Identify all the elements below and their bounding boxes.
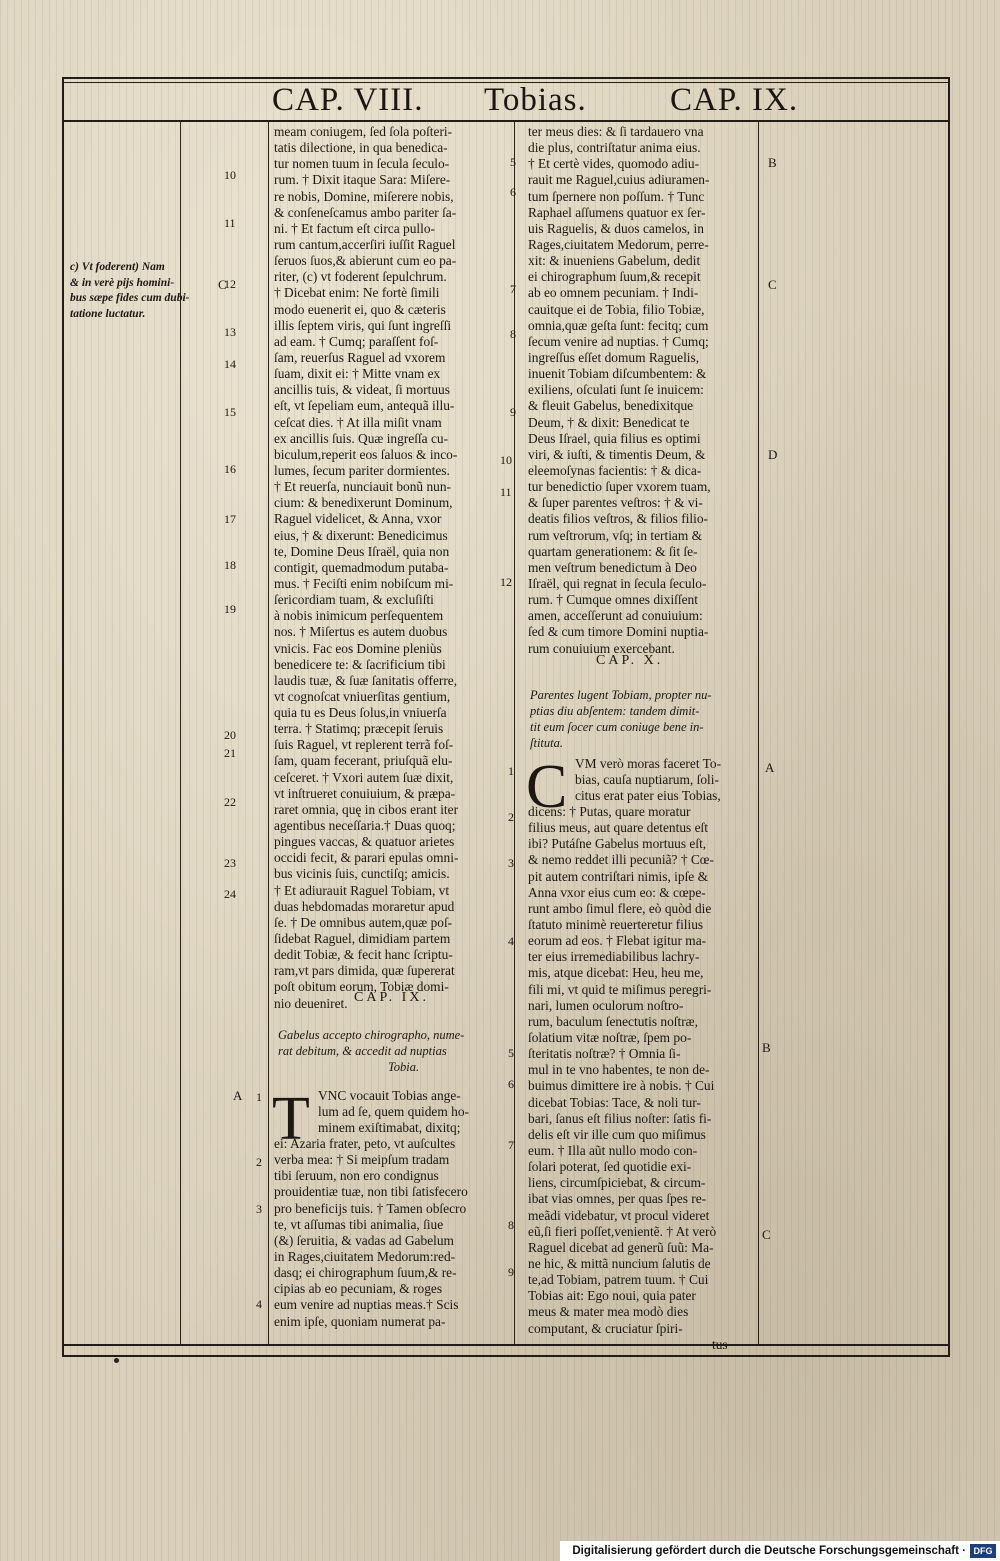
- text-line: liens, circumſpiciebat, & circum-: [528, 1175, 706, 1191]
- text-line: inuenit Tobiam diſcumbentem: &: [528, 366, 707, 382]
- text-line: ſe. † De omnibus autem,quæ poſ-: [274, 914, 453, 930]
- running-header: [66, 80, 946, 120]
- text-line: rauit me Raguel,cuius adiuramen-: [528, 172, 710, 188]
- text-line: laudis tuæ, & ſuæ ſanitatis offerre,: [274, 672, 458, 688]
- margin-letter: A: [765, 760, 775, 775]
- right-column-text: [528, 124, 711, 657]
- verse-number: 7: [508, 1138, 514, 1152]
- left-column-tail: [274, 1136, 468, 1330]
- verse-number: 17: [224, 512, 236, 526]
- text-line: cium: & benedixerunt Dominum,: [274, 495, 453, 511]
- verse-number: 4: [508, 934, 514, 948]
- text-line: lum ad ſe, quem quidem ho-: [318, 1104, 469, 1120]
- text-line: minem exiſtimabat, dixitq;: [318, 1120, 461, 1136]
- frame-rule-top: [62, 77, 950, 79]
- margin-note-line: bus sæpe fides cum dubi-: [70, 292, 190, 304]
- digitization-footer: [560, 1541, 1000, 1561]
- verse-number: 2: [256, 1155, 262, 1169]
- text-line: cipias ab eo pecuniam, & roges: [274, 1281, 443, 1297]
- text-line: pingues vaccas, & quatuor arietes: [274, 834, 455, 850]
- summary-line: rat debitum, & accedit ad nuptias: [278, 1044, 447, 1059]
- verse-number: 19: [224, 602, 236, 616]
- text-line: poſt obitum eorum, Tobiæ domi-: [274, 979, 449, 995]
- verse-number: 8: [508, 1218, 514, 1232]
- margin-note-line: tatione luctatur.: [70, 307, 146, 320]
- text-line: † Dicebat enim: Ne fortè ſimili: [274, 285, 440, 301]
- right-column-tail: [528, 804, 728, 1353]
- text-line: & nemo reddet illi pecuniã? † Cœ-: [528, 852, 714, 868]
- text-line: VNC vocauit Tobias ange-: [318, 1088, 461, 1103]
- margin-letter: B: [762, 1040, 771, 1055]
- chapter-heading-ix: CAP. IX.: [354, 990, 429, 1005]
- text-line: runt ambo ſimul flere, eò quòd die: [528, 900, 712, 916]
- text-line: exiliens, oſculati ſunt ſe inuicem:: [528, 382, 704, 398]
- chapter-x-summary: [530, 687, 712, 752]
- verse-number: 10: [224, 168, 236, 182]
- text-line: computant, & cruciatur ſpiri-: [528, 1320, 683, 1336]
- text-line: ni. † Et factum eſt circa pullo-: [274, 220, 436, 236]
- summary-line: tit eum ſocer cum coniuge bene in-: [530, 720, 704, 735]
- text-line: cauitque ei de Tobia, filio Tobiæ,: [528, 301, 705, 317]
- text-line: dicebat Tobias: Tace, & noli tur-: [528, 1094, 701, 1110]
- text-line: † Et certè vides, quomodo adiu-: [528, 156, 700, 172]
- text-line: ter eius irremediabilibus lachry-: [528, 949, 700, 965]
- text-line: te, Domine Deus Iſraël, quia non: [274, 543, 450, 559]
- margin-note: [70, 260, 189, 322]
- verse-number: 3: [256, 1202, 262, 1216]
- margin-note-line: & in verè pijs homini-: [70, 276, 175, 289]
- text-line: eũ,ſi fieri poſſet,venientẽ. † At verò: [528, 1223, 717, 1239]
- text-line: fili mi, vt quid te miſimus peregri-: [528, 981, 712, 997]
- text-line: ibat vias omnes, per quas ſpes re-: [528, 1191, 707, 1207]
- text-line: ſed & cum timore Domini nuptia-: [528, 624, 709, 640]
- verse-number: 7: [510, 282, 516, 296]
- text-line: ſecum venire ad nuptias. † Cumq;: [528, 333, 709, 349]
- footer-credit: Digitalisierung gefördert durch die Deutsche Forschungsgemeinschaft ·: [572, 1545, 966, 1557]
- text-line: mus. † Feciſti enim nobiſcum mi-: [274, 575, 454, 591]
- text-line: Iſraël, qui regnat in ſecula ſeculo-: [528, 575, 707, 591]
- text-line: nos. † Miſertus es autem duobus: [274, 624, 448, 640]
- frame-rule-right: [948, 77, 950, 1357]
- text-line: biculum,reperit eos ſaluos & inco-: [274, 446, 458, 462]
- text-line: rum conuiuium exercebant.: [528, 640, 675, 656]
- text-line: Anna vxor eius cum eo: & cœpe-: [528, 884, 706, 900]
- header-rule: [62, 120, 950, 122]
- verse-number: 2: [508, 810, 514, 824]
- text-line: ab eo omnem pecuniam. † Indi-: [528, 285, 699, 301]
- text-line: occidi fecit, & parari epulas omni-: [274, 850, 459, 866]
- verse-number: 11: [500, 485, 512, 499]
- text-line: modo euenerit ei, quo & cæteris: [274, 301, 446, 317]
- text-line: tum ſpernere non poſſum. † Tunc: [528, 188, 705, 204]
- verse-number: 15: [224, 405, 236, 419]
- summary-line: ptias diu abſentem: tandem dimit-: [530, 704, 700, 719]
- verse-number: 20: [224, 728, 236, 742]
- text-line: meãdi videbatur, vt procul videret: [528, 1207, 710, 1223]
- dropcap-c: C: [526, 753, 568, 821]
- frame-rule-left: [62, 77, 64, 1357]
- verse-number: 11: [224, 216, 236, 230]
- text-line: eum venire ad nuptias meas.† Scis: [274, 1297, 459, 1313]
- text-line: ad eam. † Cumq; paraſſent foſ-: [274, 333, 439, 349]
- text-line: bias, cauſa nuptiarum, ſoli-: [575, 772, 719, 788]
- text-line: & fleuit Gabelus, benedixitque: [528, 398, 694, 414]
- margin-letter: A: [233, 1088, 243, 1103]
- text-line: eum. † Illa aũt nullo modo con-: [528, 1142, 698, 1158]
- text-line: quia tu es Deus ſolus,in vniuerſa: [274, 705, 447, 721]
- text-line: mul in te vno habentes, te non de-: [528, 1062, 710, 1078]
- text-line: ei: Azaria frater, peto, vt auſcultes: [274, 1136, 456, 1151]
- text-line: filius meus, aut quare detentus eſt: [528, 820, 708, 836]
- verse-number: 23: [224, 856, 236, 870]
- verse-number: 1: [508, 764, 514, 778]
- text-line: nio deueniret.: [274, 995, 348, 1011]
- verse-number: 22: [224, 795, 236, 809]
- text-line: ſam, reuerſus Raguel ad vxorem: [274, 349, 446, 365]
- text-line: eleemoſynas facientis: † & dica-: [528, 462, 702, 478]
- text-line: xit: & inueniens Gabelum, dedit: [528, 253, 701, 269]
- verse-number: 10: [500, 453, 512, 467]
- text-line: ſeruos ſuos,& abierunt cum eo pa-: [274, 253, 457, 269]
- header-right: CAP. IX.: [670, 82, 799, 118]
- text-line: ei chirographum ſuum,& recepit: [528, 269, 701, 285]
- text-line: Raguel videlicet, & Anna, vxor: [274, 511, 442, 527]
- text-line: tur benedictio ſuper vxorem tuam,: [528, 479, 711, 495]
- text-line: ſteritatis noſtræ? † Omnia ſi-: [528, 1046, 681, 1062]
- text-line: ſtatuto minimè reuerteretur filius: [528, 916, 704, 932]
- text-line: Raphael aſſumens quatuor ex ſer-: [528, 204, 706, 220]
- text-line: tibi ſeruum, non ero condignus: [274, 1168, 439, 1184]
- text-line: terra. † Statimq; præcepit ſeruis: [274, 721, 444, 737]
- dfg-logo: DFG: [970, 1544, 996, 1558]
- text-line: eorum ad eos. † Flebat igitur ma-: [528, 933, 707, 949]
- text-line: vt inſtrueret conuiuium, & præpa-: [274, 785, 456, 801]
- right-dropcap-lines: [575, 756, 721, 804]
- text-line: † Et reuerſa, nunciauit bonũ nun-: [274, 479, 452, 495]
- verse-number: 13: [224, 325, 236, 339]
- summary-line: ſtituta.: [530, 736, 563, 751]
- text-line: ibi? Putáſne Gabelus mortuus eſt,: [528, 836, 707, 852]
- text-line: † Et adiurauit Raguel Tobiam, vt: [274, 882, 450, 898]
- text-line: Deus Iſrael, quia filius es optimi: [528, 430, 701, 446]
- summary-line: Gabelus accepto chirographo, nume-: [278, 1028, 465, 1042]
- header-title: Tobias.: [484, 82, 587, 118]
- verse-number: 8: [510, 327, 516, 341]
- left-dropcap-lines: [318, 1088, 469, 1136]
- text-line: enim ipſe, quoniam numerat pa-: [274, 1313, 446, 1329]
- text-line: die plus, contriſtatur anima eius.: [528, 140, 701, 156]
- column-rule-middle: [514, 122, 515, 1344]
- verse-number: 4: [256, 1297, 262, 1311]
- text-line: eius, † & dixerunt: Benedicimus: [274, 527, 448, 543]
- column-rule-left: [268, 122, 269, 1344]
- text-line: rum. † Cumque omnes dixiſſent: [528, 592, 698, 608]
- text-line: mis, atque dicebat: Heu, heu me,: [528, 965, 704, 981]
- left-column-text: [274, 124, 458, 1012]
- text-line: vnicis. Fac eos Domine pleniùs: [274, 640, 442, 656]
- verse-number: 18: [224, 558, 236, 572]
- verse-number: 3: [508, 856, 514, 870]
- text-line: re nobis, Domine, miſerere nobis,: [274, 188, 454, 204]
- chapter-ix-summary: [278, 1027, 464, 1075]
- text-line: & ſuper parentes veſtros: † & vi-: [528, 495, 703, 511]
- text-line: amen, acceſſerunt ad conuiuium:: [528, 608, 703, 624]
- ink-dot: [114, 1358, 119, 1363]
- text-line: dedit Tobiæ, & fecit hanc ſcriptu-: [274, 947, 453, 963]
- text-line: rum veſtrorum, vſq; in tertiam &: [528, 527, 703, 543]
- text-line: Rages,ciuitatem Medorum, perre-: [528, 236, 709, 252]
- text-line: agentibus neceſſaria.† Duas quoq;: [274, 818, 456, 834]
- text-line: tus: [712, 1336, 728, 1352]
- text-line: vt cognoſcat vniuerſitas gentium,: [274, 688, 451, 704]
- text-line: ſolari poterat, ſed quotidie exi-: [528, 1159, 692, 1175]
- text-line: nari, lumen oculorum noſtro-: [528, 997, 684, 1013]
- text-line: ex ancillis ſuis. Quæ ingreſſa cu-: [274, 430, 449, 446]
- margin-letter: B: [768, 155, 777, 170]
- margin-letter: C: [762, 1227, 771, 1242]
- text-line: lumes, ſecum pariter dormientes.: [274, 462, 450, 478]
- text-line: pit autem contriſtari nimis, ipſe &: [528, 868, 708, 884]
- text-line: deatis filios veſtros, & filios filio-: [528, 511, 709, 527]
- text-line: ter meus dies: & ſi tardauero vna: [528, 124, 704, 139]
- text-line: citus erat pater eius Tobias,: [575, 788, 721, 804]
- verse-number: 5: [510, 155, 516, 169]
- verse-number: 5: [508, 1046, 514, 1060]
- text-line: Deum, † & dixit: Benedicat te: [528, 414, 690, 430]
- frame-rule-bottom-outer: [62, 1355, 950, 1357]
- text-line: ſuam, dixit ei: † Mitte vnam ex: [274, 366, 441, 382]
- text-line: ingreſſus eſſet domum Raguelis,: [528, 349, 700, 365]
- margin-letter: C: [218, 277, 227, 292]
- column-rule-right: [758, 122, 759, 1344]
- text-line: rum, baculum ſenectutis noſtræ,: [528, 1013, 698, 1029]
- text-line: & conſeneſcamus ambo pariter ſa-: [274, 204, 457, 220]
- text-line: Tobias ait: Ego noui, quia pater: [528, 1288, 696, 1304]
- text-line: rum. † Dixit itaque Sara: Miſere-: [274, 172, 451, 188]
- verse-number: 16: [224, 462, 236, 476]
- text-line: ſam, quam fecerant, priuſquã elu-: [274, 753, 453, 769]
- text-line: rum cantum,accerſiri iuſſit Raguel: [274, 236, 456, 252]
- text-line: contigit, quemadmodum putaba-: [274, 559, 449, 575]
- text-line: ceſcat dies. † At illa miſit vnam: [274, 414, 442, 430]
- text-line: prouidentiæ tuæ, non tibi ſatisfecero: [274, 1184, 468, 1200]
- text-line: ceſceret. † Vxori autem ſuæ dixit,: [274, 769, 454, 785]
- text-line: bus vicinis ſuis, cunctiſq; amicis.: [274, 866, 450, 882]
- text-line: meus & mater mea modò dies: [528, 1304, 689, 1320]
- verse-number: 6: [508, 1077, 514, 1091]
- text-line: riter, (c) vt foderent ſepulchrum.: [274, 269, 447, 285]
- text-line: ſolatium vitæ noſtræ, ſpem po-: [528, 1029, 692, 1045]
- text-line: Raguel dicebat ad generũ ſuũ: Ma-: [528, 1239, 714, 1255]
- text-line: te, vt aſſumas tibi animalia, ſiue: [274, 1216, 444, 1232]
- text-line: ſericordiam tuam, & excluſiſti: [274, 592, 434, 608]
- text-line: te,ad Tobiam, patrem tuum. † Cui: [528, 1272, 709, 1288]
- text-line: ſuis Raguel, vt replerent terrã foſ-: [274, 737, 454, 753]
- text-line: verba mea: † Si meipſum tradam: [274, 1152, 450, 1168]
- verse-number: 21: [224, 746, 236, 760]
- verse-number: 9: [508, 1265, 514, 1279]
- text-line: benedicere te: & ſacrificium tibi: [274, 656, 446, 672]
- text-line: tur nomen tuum in ſecula ſeculo-: [274, 156, 450, 172]
- text-line: dicens: † Putas, quare moratur: [528, 804, 691, 819]
- frame-rule-bottom: [62, 1344, 950, 1346]
- margin-letter: D: [768, 447, 778, 462]
- text-line: à nobis inimicum perſequentem: [274, 608, 444, 624]
- dropcap-t: T: [272, 1085, 310, 1153]
- verse-number: 9: [510, 405, 516, 419]
- chapter-heading-x: CAP. X.: [596, 653, 664, 668]
- text-line: ſidebat Raguel, dimidiam partem: [274, 931, 451, 947]
- text-line: quartam generationem: & ſit ſe-: [528, 543, 698, 559]
- text-line: uis Raguelis, & duos camelos, in: [528, 220, 704, 236]
- margin-letter: C: [768, 277, 777, 292]
- text-line: raret omnia, quę in cibos erant iter: [274, 801, 459, 817]
- text-line: bari, ſanus eſt filius noſter: ſatis fi-: [528, 1110, 712, 1126]
- text-line: viri, & iuſti, & timentis Deum, &: [528, 446, 706, 462]
- text-line: dasq; ei chirographum ſuum,& re-: [274, 1265, 457, 1281]
- text-line: (&) ſeruitia, & vadas ad Gabelum: [274, 1232, 454, 1248]
- text-line: buimus dimittere ire à nobis. † Cui: [528, 1078, 715, 1094]
- text-line: eſt, vt ſepeliam eum, antequã illu-: [274, 398, 455, 414]
- text-line: in Rages,ciuitatem Medorum:red-: [274, 1248, 456, 1264]
- verse-number: 24: [224, 887, 236, 901]
- text-line: duas hebdomadas moraretur apud: [274, 898, 455, 914]
- text-line: men veſtrum benedictum à Deo: [528, 559, 697, 575]
- summary-line: Tobia.: [388, 1060, 420, 1075]
- text-line: pro beneficijs tuis. † Tamen obſecro: [274, 1200, 467, 1216]
- verse-number: 1: [256, 1090, 262, 1104]
- verse-number: 6: [510, 185, 516, 199]
- text-line: ne hic, & mittã nuncium ſalutis de: [528, 1255, 711, 1271]
- text-line: omnia,quæ geſta ſunt: fecitq; cum: [528, 317, 709, 333]
- text-line: ancillis tuis, & videat, ſi mortuus: [274, 382, 450, 398]
- header-left: CAP. VIII.: [272, 82, 424, 118]
- text-line: illis ſeptem viris, qui ſunt ingreſſi: [274, 317, 452, 333]
- verse-number: 12: [500, 575, 512, 589]
- text-line: tatis dilectione, in qua benedica-: [274, 140, 448, 156]
- text-line: ram,vt pars dimida, quæ ſupererat: [274, 963, 455, 979]
- text-line: VM verò moras faceret To-: [575, 756, 722, 771]
- text-line: meam coniugem, ſed ſola poſteri-: [274, 124, 453, 139]
- summary-line: Parentes lugent Tobiam, propter nu-: [530, 688, 712, 702]
- verse-number: 12: [224, 277, 236, 291]
- verse-number: 14: [224, 357, 236, 371]
- margin-note-line: c) Vt foderent) Nam: [70, 261, 165, 273]
- text-line: delis eſt vir ille cum quo miſimus: [528, 1126, 706, 1142]
